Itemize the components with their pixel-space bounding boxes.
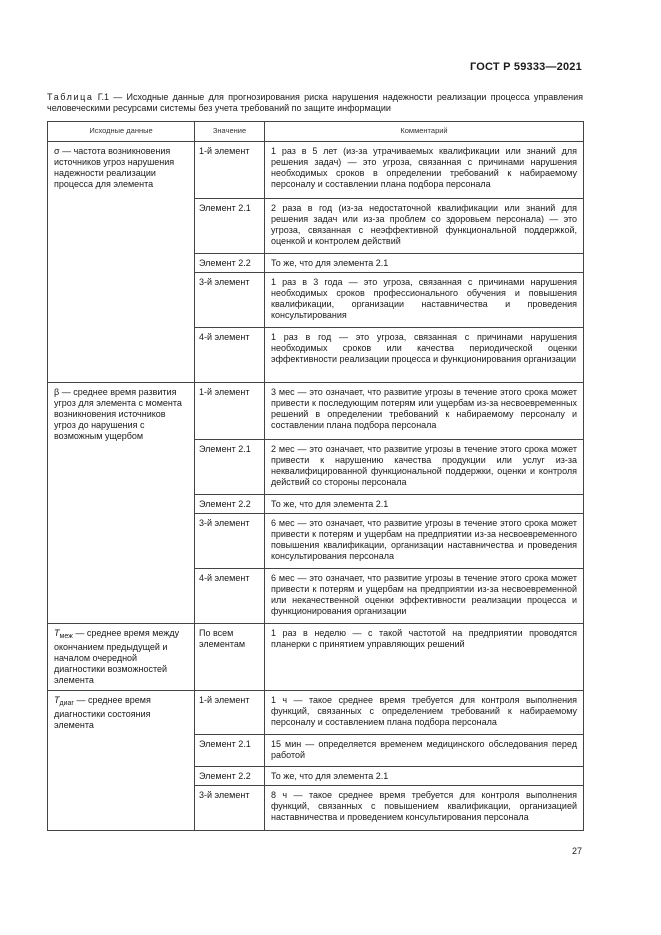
parameter-subscript: меж <box>59 633 73 640</box>
parameter-description: — среднее время диагностики состояния элемента <box>54 695 151 731</box>
comment-cell: 2 мес — это означает, что развитие угрозы в течение этого срока может привести к нарушению качества продукции или услуг из-за неквалифицированной функциональной поддержки, оценки и контроля действий со стороны персонала <box>265 440 584 495</box>
comment-cell: 6 мес — это означает, что развитие угрозы в течение этого срока может привести к потерям и ущербам на предприятии из-за несвоевременной или некачественной оценки эффективности реализации процесса и функционирования организации <box>265 569 584 624</box>
table-caption-text: Г.1 — Исходные данные для прогнозирования риска нарушения надежности реализации процесса управления человеческими ресурсами системы без учета требований по защите информации <box>47 92 583 113</box>
table-row <box>48 142 584 199</box>
table-caption-label: Таблица <box>47 92 94 102</box>
parameter-cell-t-diag <box>48 691 195 831</box>
header-value: Значение <box>195 122 265 142</box>
parameter-description: — частота возникновения источников угроз нарушения надежности реализации процесса для элемента <box>54 146 175 190</box>
parameter-cell-t-mezh <box>48 624 195 691</box>
header-source-data: Исходные данные <box>48 122 195 142</box>
comment-cell: 1 ч — такое среднее время требуется для контроля выполнения функций, связанных с определением требований к набираемому персоналу и составлением плана подбора персонала <box>265 691 584 735</box>
value-cell: 1-й элемент <box>195 142 265 199</box>
parameter-cell-beta <box>48 383 195 624</box>
value-cell: Элемент 2.2 <box>195 495 265 514</box>
comment-cell: 6 мес — это означает, что развитие угрозы в течение этого срока может привести к потерям и ущербам на предприятии из-за несвоевременного повышения квалификации, организации наставничества и проведения консультирования персонала <box>265 514 584 569</box>
parameter-symbol: σ <box>54 146 60 156</box>
value-cell: Элемент 2.1 <box>195 440 265 495</box>
comment-cell: То же, что для элемента 2.1 <box>265 767 584 786</box>
header-comment: Комментарий <box>265 122 584 142</box>
parameter-symbol: β <box>54 387 60 397</box>
comment-cell: То же, что для элемента 2.1 <box>265 254 584 273</box>
parameter-symbol: T <box>54 695 60 705</box>
parameter-symbol: T <box>54 628 60 638</box>
value-cell: 3-й элемент <box>195 514 265 569</box>
value-cell: 3-й элемент <box>195 273 265 328</box>
value-cell: 3-й элемент <box>195 786 265 831</box>
value-cell: 4-й элемент <box>195 328 265 383</box>
parameter-description: — среднее время между окончанием предыдущей и началом очередной диагностики возможностей элемента <box>54 628 180 686</box>
parameter-subscript: диаг <box>59 700 74 707</box>
value-cell: Элемент 2.1 <box>195 199 265 254</box>
value-cell: Элемент 2.2 <box>195 254 265 273</box>
comment-cell: 1 раз в неделю — с такой частотой на предприятии проводятся планерки с принятием управляющих решений <box>265 624 584 691</box>
comment-cell: 15 мин — определяется временем медицинского обследования перед работой <box>265 735 584 767</box>
comment-cell: 2 раза в год (из-за недостаточной квалификации или знаний для решения задач или из-за проблем со здоровьем персонала) — это угроза, связанная с неэффективной функциональной поддержкой, оценкой и контролем действий <box>265 199 584 254</box>
comment-cell: 1 раз в 3 года — это угроза, связанная с причинами нарушения необходимых сроков профессионального обучения и повышения квалификации, организации наставничества и проведения консультирования <box>265 273 584 328</box>
value-cell: По всем элементам <box>195 624 265 691</box>
comment-cell: 1 раз в год — это угроза, связанная с причинами нарушения необходимых сроков или качества периодической оценки эффективности реализации процесса и функционирования организации <box>265 328 584 383</box>
parameter-cell-sigma <box>48 142 195 383</box>
value-cell: Элемент 2.1 <box>195 735 265 767</box>
comment-cell: То же, что для элемента 2.1 <box>265 495 584 514</box>
table-caption <box>47 92 583 114</box>
value-cell: 1-й элемент <box>195 691 265 735</box>
parameter-description: — среднее время развития угроз для элемента с момента возникновения источников угроз до нарушения с возможным ущербом <box>54 387 182 442</box>
table-row <box>48 383 584 440</box>
comment-cell: 3 мес — это означает, что развитие угрозы в течение этого срока может привести к последующим потерям или ущербам из-за несвоевременных решений в определении требований к набираемому персоналу и составлении плана подбора персонала <box>265 383 584 440</box>
value-cell: 1-й элемент <box>195 383 265 440</box>
comment-cell: 8 ч — такое среднее время требуется для контроля выполнения функций, связанных с повышением квалификации, организацией наставничества и проведением консультирования персонала <box>265 786 584 831</box>
value-cell: Элемент 2.2 <box>195 767 265 786</box>
source-data-table <box>47 121 584 831</box>
comment-cell: 1 раз в 5 лет (из-за утрачиваемых квалификации или знаний для решения задач) — это угроза, связанная с причинами нарушения необходимых сроков в определении требований к набираемому персоналу и составлении плана подбора персонала <box>265 142 584 199</box>
page-number: 27 <box>572 846 583 856</box>
table-row <box>48 624 584 691</box>
standard-number: ГОСТ Р 59333—2021 <box>470 61 582 73</box>
table-header-row <box>48 122 584 142</box>
table-row <box>48 691 584 735</box>
value-cell: 4-й элемент <box>195 569 265 624</box>
